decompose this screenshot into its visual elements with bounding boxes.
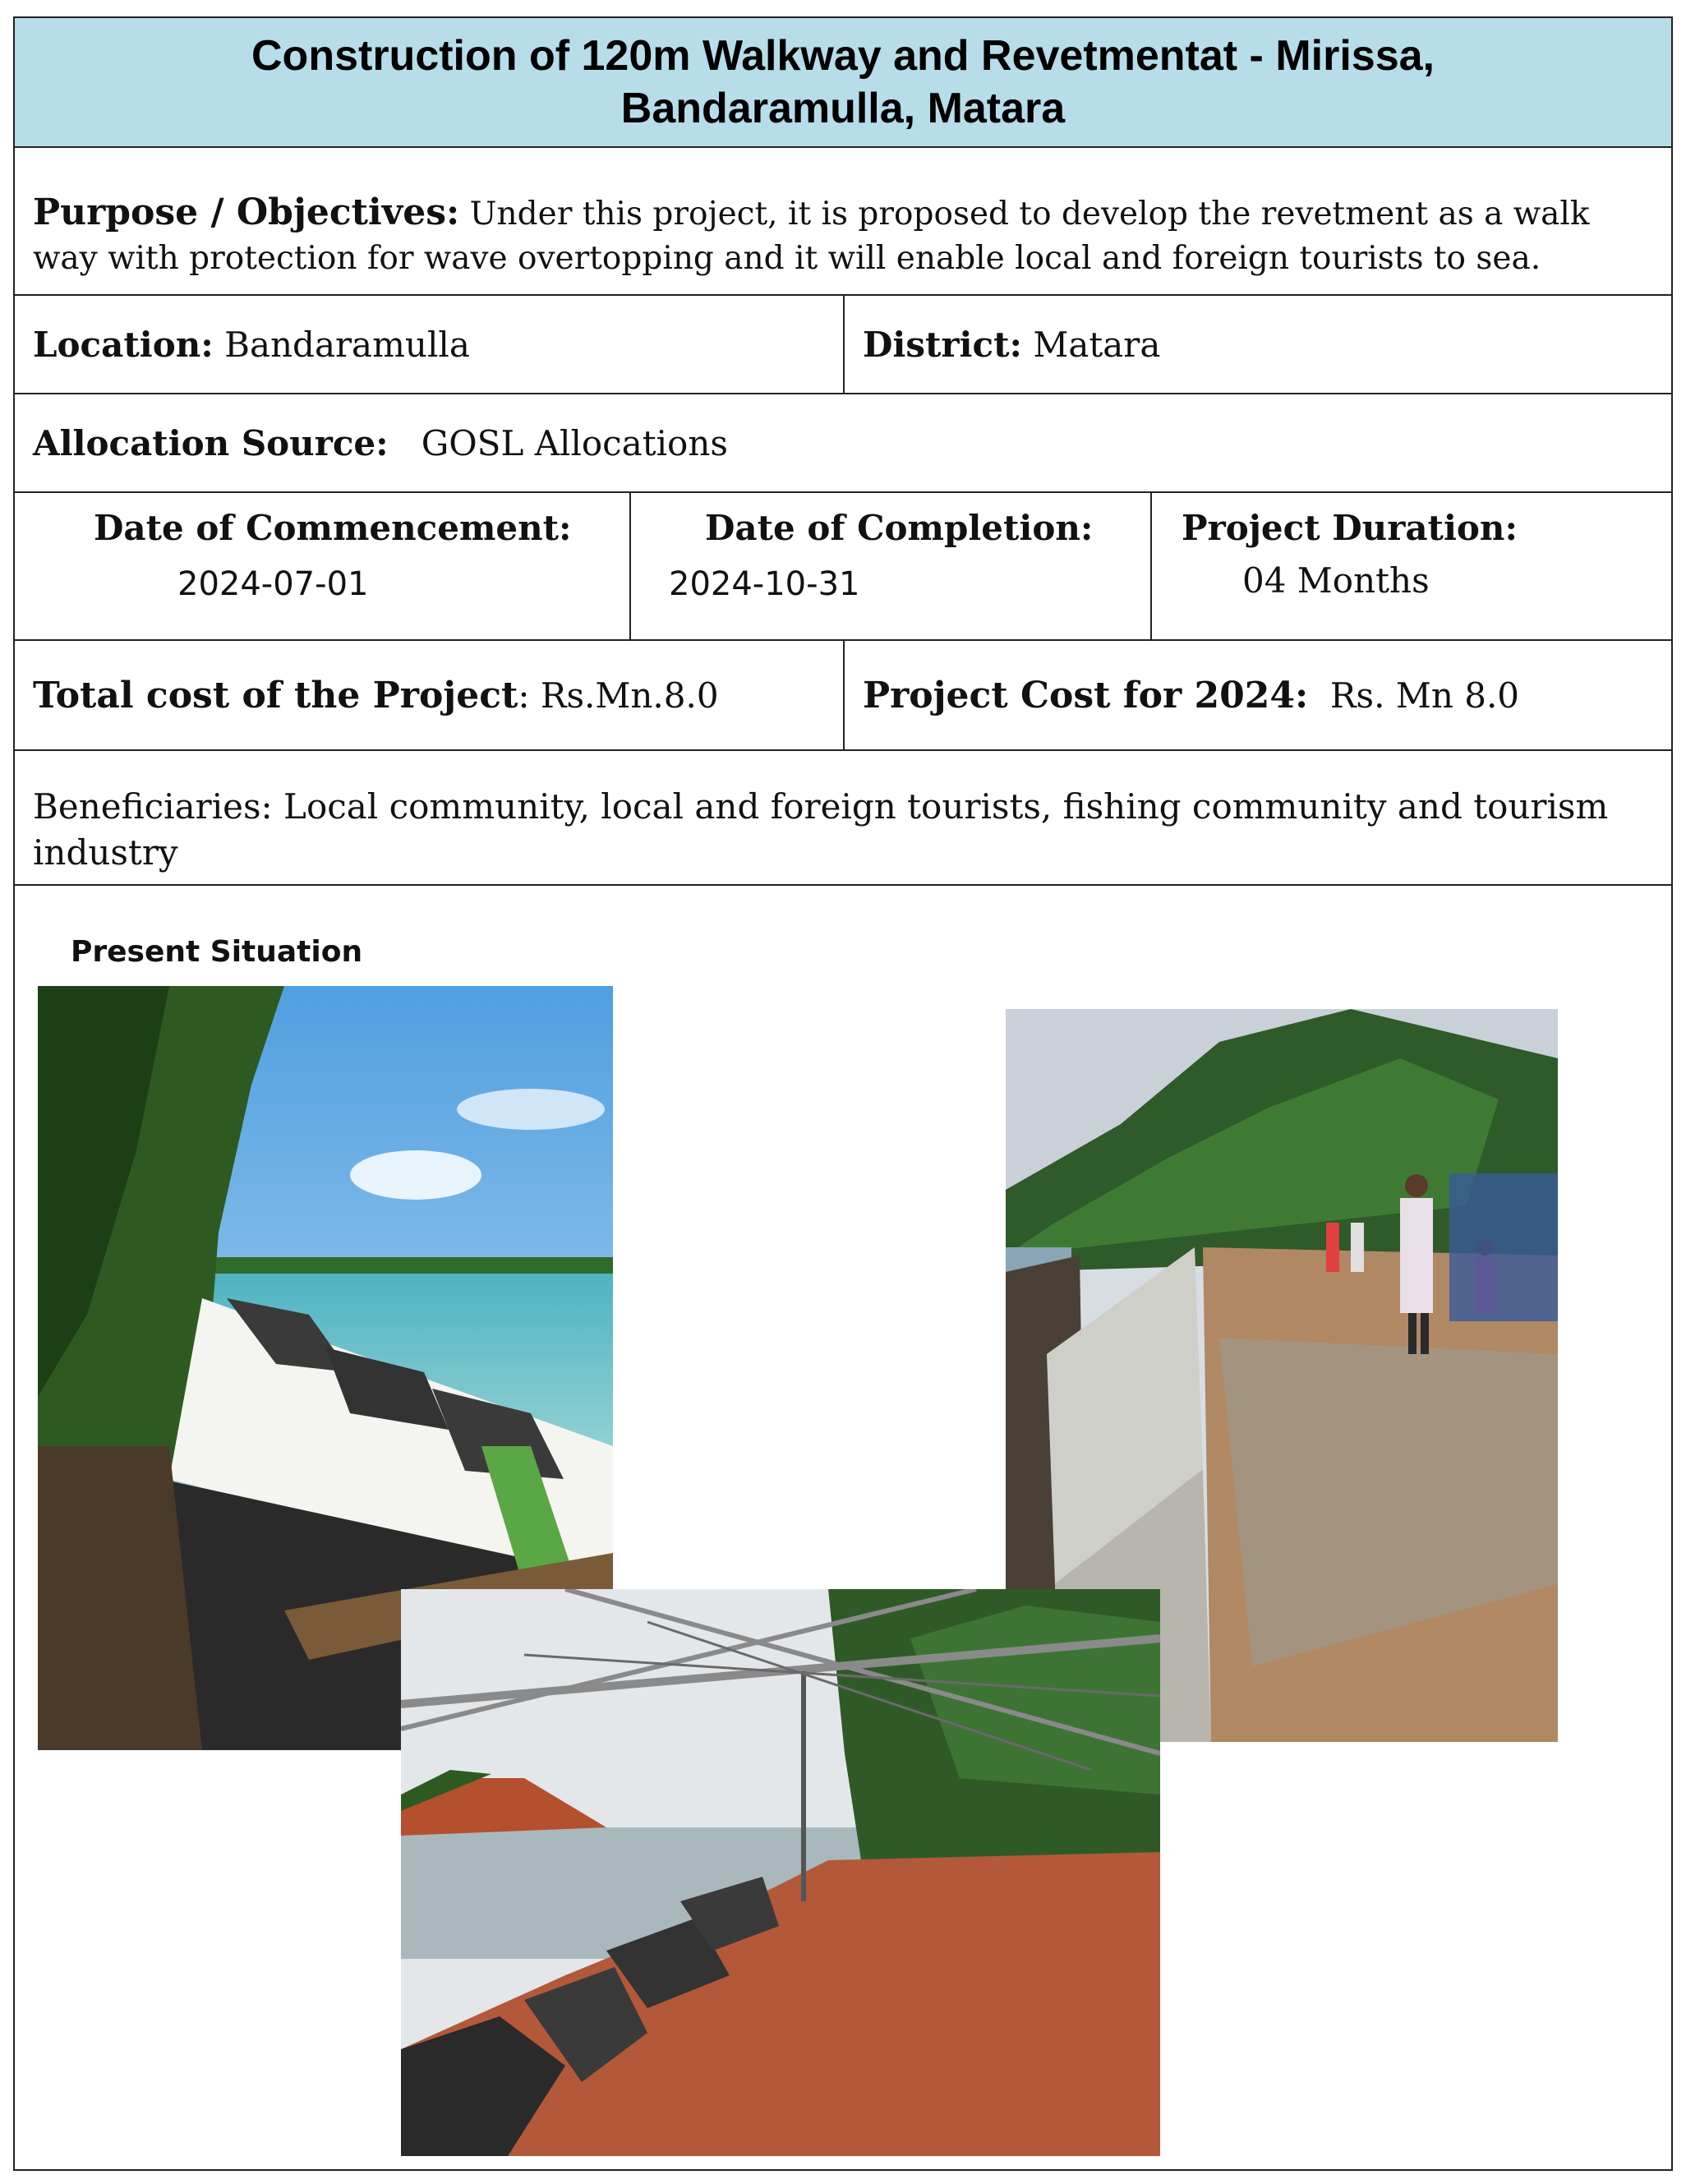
year-cost-label: Project Cost for 2024: xyxy=(863,674,1309,716)
present-situation-label: Present Situation xyxy=(71,935,363,969)
year-cost-cell xyxy=(845,641,1671,749)
photo-fishing-shore xyxy=(401,1589,1160,2156)
title-line-2: Bandaramulla, Matara xyxy=(620,85,1066,132)
photo-shore-image xyxy=(401,1589,1160,2156)
location-label: Location: xyxy=(33,324,214,365)
district-label: District: xyxy=(863,324,1022,365)
purpose-label: Purpose / Objectives: xyxy=(33,191,460,233)
duration-value: 04 Months xyxy=(1242,560,1430,601)
page-title xyxy=(251,30,1435,135)
district-cell xyxy=(845,296,1671,393)
commencement-cell xyxy=(15,493,631,639)
photo-area xyxy=(15,886,1671,2171)
district-value: Matara xyxy=(1021,324,1161,365)
total-cost-cell xyxy=(15,641,845,749)
total-cost-value: : Rs.Mn.8.0 xyxy=(518,675,719,716)
cost-row xyxy=(15,641,1671,751)
duration-label: Project Duration: xyxy=(1182,508,1518,548)
location-value: Bandaramulla xyxy=(213,324,470,365)
duration-cell xyxy=(1152,493,1671,639)
commencement-value: 2024-07-01 xyxy=(177,565,369,603)
project-sheet xyxy=(13,16,1673,2171)
completion-value: 2024-10-31 xyxy=(669,565,860,603)
purpose-row xyxy=(15,148,1671,296)
total-cost-label: Total cost of the Project xyxy=(33,674,518,716)
allocation-value: GOSL Allocations xyxy=(388,422,728,463)
allocation-label: Allocation Source: xyxy=(33,422,389,463)
beneficiaries-text: Beneficiaries: Local community, local and foreign tourists, fishing community and tourism industry xyxy=(33,786,1609,873)
location-cell xyxy=(15,296,845,393)
dates-row xyxy=(15,493,1671,641)
completion-label: Date of Completion: xyxy=(705,508,1094,548)
beneficiaries-row xyxy=(15,751,1671,886)
title-line-1: Construction of 120m Walkway and Revetmentat - Mirissa, xyxy=(251,32,1435,80)
completion-cell xyxy=(631,493,1152,639)
purpose-text: Under this project, it is proposed to develop the revetment as a walk way with protection for wave overtopping and it will enable local and foreign tourists to sea. xyxy=(33,196,1590,277)
commencement-label: Date of Commencement: xyxy=(94,508,572,548)
location-row xyxy=(15,296,1671,394)
title-banner xyxy=(15,18,1671,148)
allocation-row xyxy=(15,394,1671,493)
year-cost-value: Rs. Mn 8.0 xyxy=(1308,675,1520,716)
